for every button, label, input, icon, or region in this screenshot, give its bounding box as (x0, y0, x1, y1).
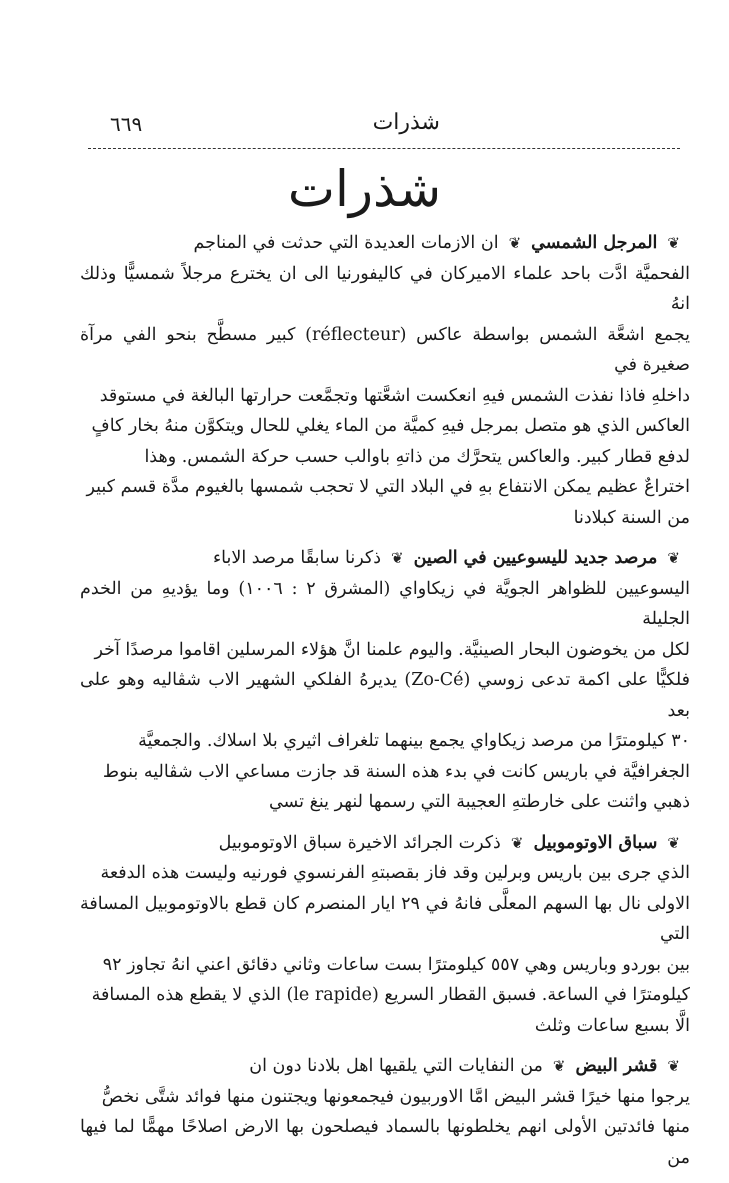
body-text (80, 228, 690, 1183)
text-line: منها فائدتين الأولى انهم يخلطونها بالسماد فيصلحون بها الارض اصلاحًا مهمًّا لما فيها من (80, 1117, 690, 1168)
text-line: الاولى نال بها السهم المعلَّى فانهُ في ٢٩ ايار المنصرم كان قطع بالاوتوموبيل المسافة التي (80, 893, 690, 944)
section-heading: قشر البيض (575, 1056, 658, 1076)
text-line: ان الازمات العديدة التي حدثت في المناجم (193, 233, 499, 253)
text-line: العاكس الذي هو متصل بمرجل فيهِ كميَّة من الماء يغلي للحال ويتكوَّن منهُ بخار كافٍ (91, 416, 690, 436)
text-line: الجغرافيَّة في باريس كانت في بدء هذه السنة قد جازت مساعي الاب شڤاليه بنوط (102, 761, 690, 782)
ornament-icon: ❦ (508, 234, 522, 252)
text-line: اختراعٌ عظيم يمكن الانتفاع بهِ في البلاد التي لا تحجب شمسها بالغيوم مدَّة قسم كبير (86, 477, 690, 497)
text-line: ذكرنا سابقًا مرصد الاباء (212, 548, 382, 568)
text-line: الَّا بسبع ساعات وثلث (534, 1015, 690, 1036)
ornament-icon: ❦ (667, 549, 680, 567)
text-line: لدفع قطار كبير. والعاكس يتحرَّك من ذاتهِ باوالب حسب حركة الشمس. وهذا (144, 446, 690, 467)
text-line: اليسوعيين للظواهر الجويَّة في زيكاواي (المشرق ٢ : ١٠٠٦) وما يؤديهِ من الخدم الجليلة (80, 578, 690, 629)
text-line: ٣٠ كيلومترًا من مرصد زيكاواي يجمع بينهما تلغراف اثيري بلا اسلاك. والجمعيَّة (138, 731, 690, 751)
section-solar-boiler (80, 228, 690, 533)
section-heading: المرجل الشمسي (531, 233, 658, 253)
section-automobile-race (80, 828, 690, 1042)
running-head (110, 110, 650, 144)
ornament-icon: ❦ (667, 1057, 680, 1075)
section-title: شذرات (287, 160, 442, 218)
text-line: من السنة كبلادنا (573, 507, 690, 528)
text-line: الفحميَّة ادَّت باحد علماء الاميركان في كاليفورنيا الى ان يخترع مرجلاً شمسيًّا وذلك انهُ (80, 263, 690, 314)
text-line: ذكرت الجرائد الاخيرة سباق الاوتوموبيل (218, 832, 501, 853)
section-eggshell (80, 1051, 690, 1173)
section-observatory (80, 543, 690, 818)
page-number: ٦٦٩ (110, 112, 143, 136)
text-line: الذي جرى بين باريس وبرلين وقد فاز بقصبتهِ الفرنسوي فورنيه وليست هذه الدفعة (100, 863, 690, 883)
ornament-icon: ❦ (391, 549, 404, 567)
header-rule (88, 148, 680, 149)
section-heading: سباق الاوتوموبيل (533, 832, 658, 853)
text-line: لكل من يخوضون البحار الصينيَّة. واليوم علمنا انَّ هؤلاء المرسلين اقاموا مرصدًا آخر (94, 639, 690, 660)
text-line: ذهبي واثنت على خارطتهِ العجيبة التي رسمها لنهر ينغ تسي (268, 792, 690, 812)
ornament-icon: ❦ (510, 833, 524, 852)
running-title: شذرات (372, 110, 440, 135)
text-line: يرجوا منها خيرًا قشر البيض امَّا الاوربيون فيجمعونها ويجتنون منها فوائد شتَّى نخصُّ (101, 1086, 690, 1107)
text-line: من النفايات التي يلقيها اهل بلادنا دون ان (249, 1056, 543, 1076)
text-line: يجمع اشعَّة الشمس بواسطة عاكس (réflecteur) كبير مسطَّح بنحو الفي مرآة صغيرة في (80, 324, 690, 375)
ornament-icon: ❦ (667, 234, 680, 252)
text-line: داخلهِ فاذا نفذت الشمس فيهِ انعكست اشعَّتها وتجمَّعت حرارتها البالغة في مستوقد (99, 385, 690, 406)
text-line: فلكيًّا على اكمة تدعى زوسي (Zo-Cé) يديرهُ الفلكي الشهير الاب شڤاليه وهو على بعد (80, 670, 690, 721)
text-line: بين بوردو وباريس وهي ٥٥٧ كيلومترًا بست ساعات وثاني دقائق اعني انهُ تجاوز ٩٢ (102, 954, 690, 975)
ornament-icon: ❦ (667, 833, 680, 852)
ornament-icon: ❦ (552, 1057, 566, 1075)
text-line: كيلومترًا في الساعة. فسبق القطار السريع (le rapide) الذي لا يقطع هذه المسافة (91, 985, 690, 1005)
section-heading: مرصد جديد لليسوعيين في الصين (413, 548, 658, 568)
